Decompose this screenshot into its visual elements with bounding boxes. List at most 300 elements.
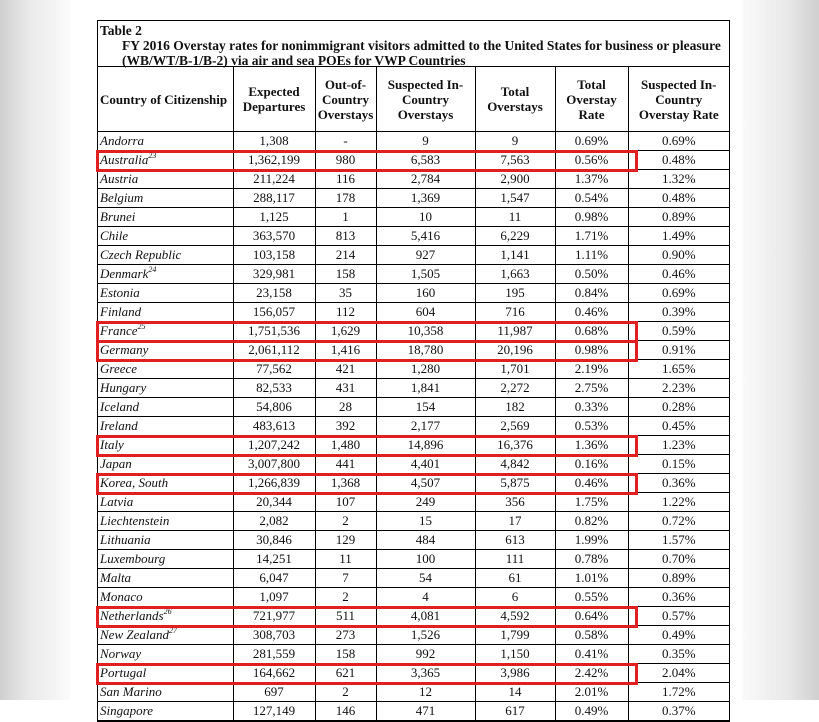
table-row — [98, 132, 729, 151]
country-cell — [98, 322, 233, 341]
total-rate-cell: 0.50% — [555, 265, 628, 284]
in-country-rate-cell: 0.59% — [628, 322, 729, 341]
total-rate-cell: 2.19% — [555, 360, 628, 379]
expected-departures-cell: 308,703 — [233, 626, 315, 645]
in-country-cell: 10,358 — [376, 322, 475, 341]
header-expected-departures: Expected Departures — [233, 67, 315, 132]
in-country-cell: 4 — [376, 588, 475, 607]
country-name: Austria — [100, 171, 139, 186]
total-overstays-cell: 17 — [475, 512, 555, 531]
total-overstays-cell: 14 — [475, 683, 555, 702]
expected-departures-cell: 1,751,536 — [233, 322, 315, 341]
total-overstays-cell: 4,592 — [475, 607, 555, 626]
expected-departures-cell: 3,007,800 — [233, 455, 315, 474]
document-page — [86, 0, 742, 718]
country-cell — [98, 436, 233, 455]
in-country-rate-cell: 0.89% — [628, 569, 729, 588]
in-country-rate-cell: 1.57% — [628, 531, 729, 550]
in-country-cell: 927 — [376, 246, 475, 265]
table-row — [98, 607, 729, 626]
country-cell — [98, 189, 233, 208]
country-cell — [98, 246, 233, 265]
total-overstays-cell: 1,150 — [475, 645, 555, 664]
country-name: Brunei — [100, 209, 136, 224]
country-name: Australia — [100, 152, 149, 167]
in-country-cell: 992 — [376, 645, 475, 664]
country-cell — [98, 227, 233, 246]
total-overstays-cell: 3,986 — [475, 664, 555, 683]
footnote-ref[interactable]: 26 — [163, 606, 172, 616]
header-suspected-in-country-overstays: Suspected In-Country Overstays — [376, 67, 475, 132]
in-country-rate-cell: 1.32% — [628, 170, 729, 189]
out-of-country-cell: 1,368 — [315, 474, 376, 493]
expected-departures-cell: 1,207,242 — [233, 436, 315, 455]
in-country-cell: 12 — [376, 683, 475, 702]
country-cell — [98, 341, 233, 360]
out-of-country-cell: 129 — [315, 531, 376, 550]
expected-departures-cell: 1,308 — [233, 132, 315, 151]
country-cell — [98, 284, 233, 303]
out-of-country-cell: 107 — [315, 493, 376, 512]
total-overstays-cell: 2,569 — [475, 417, 555, 436]
table-row — [98, 246, 729, 265]
in-country-cell: 484 — [376, 531, 475, 550]
country-cell — [98, 626, 233, 645]
in-country-cell: 54 — [376, 569, 475, 588]
out-of-country-cell: 1,480 — [315, 436, 376, 455]
in-country-rate-cell: 0.70% — [628, 550, 729, 569]
in-country-rate-cell: 0.69% — [628, 132, 729, 151]
country-name: Lithuania — [100, 532, 151, 547]
country-cell — [98, 512, 233, 531]
total-overstays-cell: 2,272 — [475, 379, 555, 398]
total-rate-cell: 0.98% — [555, 341, 628, 360]
total-rate-cell: 0.16% — [555, 455, 628, 474]
in-country-cell: 3,365 — [376, 664, 475, 683]
out-of-country-cell: 2 — [315, 683, 376, 702]
expected-departures-cell: 156,057 — [233, 303, 315, 322]
expected-departures-cell: 1,097 — [233, 588, 315, 607]
country-cell — [98, 493, 233, 512]
in-country-cell: 4,401 — [376, 455, 475, 474]
expected-departures-cell: 1,125 — [233, 208, 315, 227]
table-row — [98, 683, 729, 702]
total-rate-cell: 1.36% — [555, 436, 628, 455]
country-name: Singapore — [100, 703, 153, 718]
country-cell — [98, 683, 233, 702]
in-country-rate-cell: 0.91% — [628, 341, 729, 360]
in-country-cell: 604 — [376, 303, 475, 322]
total-overstays-cell: 617 — [475, 702, 555, 721]
in-country-cell: 2,177 — [376, 417, 475, 436]
in-country-cell: 2,784 — [376, 170, 475, 189]
country-name: Germany — [100, 342, 149, 357]
in-country-rate-cell: 0.15% — [628, 455, 729, 474]
out-of-country-cell: 146 — [315, 702, 376, 721]
table-row — [98, 398, 729, 417]
total-overstays-cell: 61 — [475, 569, 555, 588]
in-country-rate-cell: 0.69% — [628, 284, 729, 303]
total-rate-cell: 0.55% — [555, 588, 628, 607]
table-row — [98, 303, 729, 322]
out-of-country-cell: 1 — [315, 208, 376, 227]
in-country-cell: 1,526 — [376, 626, 475, 645]
country-cell — [98, 398, 233, 417]
country-cell — [98, 417, 233, 436]
total-rate-cell: 1.99% — [555, 531, 628, 550]
total-overstays-cell: 356 — [475, 493, 555, 512]
country-name: France — [100, 323, 138, 338]
out-of-country-cell: 178 — [315, 189, 376, 208]
country-name: Estonia — [100, 285, 140, 300]
country-name: San Marino — [100, 684, 162, 699]
in-country-rate-cell: 0.49% — [628, 626, 729, 645]
total-overstays-cell: 1,799 — [475, 626, 555, 645]
total-rate-cell: 0.58% — [555, 626, 628, 645]
total-overstays-cell: 111 — [475, 550, 555, 569]
table-row — [98, 626, 729, 645]
in-country-rate-cell: 0.37% — [628, 702, 729, 721]
total-rate-cell: 0.98% — [555, 208, 628, 227]
in-country-cell: 154 — [376, 398, 475, 417]
in-country-cell: 100 — [376, 550, 475, 569]
expected-departures-cell: 2,061,112 — [233, 341, 315, 360]
in-country-cell: 1,369 — [376, 189, 475, 208]
page-shadow-right — [739, 0, 819, 700]
expected-departures-cell: 363,570 — [233, 227, 315, 246]
total-rate-cell: 0.49% — [555, 702, 628, 721]
expected-departures-cell: 103,158 — [233, 246, 315, 265]
country-cell — [98, 702, 233, 721]
country-name: Portugal — [100, 665, 147, 680]
in-country-rate-cell: 0.39% — [628, 303, 729, 322]
table-row — [98, 189, 729, 208]
country-cell — [98, 303, 233, 322]
in-country-cell: 471 — [376, 702, 475, 721]
table-row — [98, 417, 729, 436]
in-country-rate-cell: 1.49% — [628, 227, 729, 246]
country-cell — [98, 379, 233, 398]
total-rate-cell: 0.46% — [555, 474, 628, 493]
in-country-rate-cell: 0.36% — [628, 474, 729, 493]
header-total-overstays: Total Overstays — [475, 67, 555, 132]
expected-departures-cell: 483,613 — [233, 417, 315, 436]
table-row — [98, 170, 729, 189]
total-overstays-cell: 1,141 — [475, 246, 555, 265]
in-country-cell: 1,841 — [376, 379, 475, 398]
total-overstays-cell: 195 — [475, 284, 555, 303]
total-rate-cell: 0.69% — [555, 132, 628, 151]
country-cell — [98, 208, 233, 227]
country-name: Belgium — [100, 190, 144, 205]
header-total-overstay-rate: Total Overstay Rate — [555, 67, 628, 132]
country-name: Ireland — [100, 418, 138, 433]
country-name: Czech Republic — [100, 247, 182, 262]
expected-departures-cell: 6,047 — [233, 569, 315, 588]
out-of-country-cell: 980 — [315, 151, 376, 170]
country-cell — [98, 151, 233, 170]
country-name: Malta — [100, 570, 132, 585]
table-row — [98, 360, 729, 379]
total-overstays-cell: 11,987 — [475, 322, 555, 341]
out-of-country-cell: 1,629 — [315, 322, 376, 341]
total-rate-cell: 2.42% — [555, 664, 628, 683]
expected-departures-cell: 30,846 — [233, 531, 315, 550]
total-overstays-cell: 16,376 — [475, 436, 555, 455]
total-overstays-cell: 11 — [475, 208, 555, 227]
out-of-country-cell: 2 — [315, 588, 376, 607]
in-country-rate-cell: 0.28% — [628, 398, 729, 417]
footnote-ref[interactable]: 24 — [148, 264, 157, 274]
country-cell — [98, 550, 233, 569]
expected-departures-cell: 127,149 — [233, 702, 315, 721]
in-country-cell: 4,081 — [376, 607, 475, 626]
out-of-country-cell: 35 — [315, 284, 376, 303]
table-row — [98, 702, 729, 721]
table-row — [98, 322, 729, 341]
country-name: Chile — [100, 228, 129, 243]
in-country-rate-cell: 0.72% — [628, 512, 729, 531]
out-of-country-cell: - — [315, 132, 376, 151]
country-cell — [98, 645, 233, 664]
country-name: New Zealand — [100, 627, 169, 642]
total-rate-cell: 0.68% — [555, 322, 628, 341]
table-row — [98, 436, 729, 455]
total-rate-cell: 1.11% — [555, 246, 628, 265]
total-rate-cell: 0.41% — [555, 645, 628, 664]
expected-departures-cell: 82,533 — [233, 379, 315, 398]
total-overstays-cell: 6 — [475, 588, 555, 607]
table-row — [98, 645, 729, 664]
country-cell — [98, 455, 233, 474]
total-rate-cell: 0.46% — [555, 303, 628, 322]
country-name: Monaco — [100, 589, 143, 604]
out-of-country-cell: 28 — [315, 398, 376, 417]
total-overstays-cell: 1,663 — [475, 265, 555, 284]
table-row — [98, 531, 729, 550]
out-of-country-cell: 431 — [315, 379, 376, 398]
country-name: Greece — [100, 361, 138, 376]
country-name: Liechtenstein — [100, 513, 170, 528]
country-cell — [98, 569, 233, 588]
total-rate-cell: 1.75% — [555, 493, 628, 512]
in-country-rate-cell: 0.45% — [628, 417, 729, 436]
total-overstays-cell: 182 — [475, 398, 555, 417]
total-rate-cell: 0.54% — [555, 189, 628, 208]
in-country-rate-cell: 2.04% — [628, 664, 729, 683]
total-rate-cell: 2.01% — [555, 683, 628, 702]
out-of-country-cell: 158 — [315, 265, 376, 284]
in-country-rate-cell: 2.23% — [628, 379, 729, 398]
out-of-country-cell: 813 — [315, 227, 376, 246]
total-rate-cell: 0.84% — [555, 284, 628, 303]
in-country-rate-cell: 1.22% — [628, 493, 729, 512]
table-row — [98, 151, 729, 170]
total-overstays-cell: 20,196 — [475, 341, 555, 360]
overstay-table — [97, 20, 730, 722]
out-of-country-cell: 116 — [315, 170, 376, 189]
expected-departures-cell: 54,806 — [233, 398, 315, 417]
table-body — [98, 132, 729, 721]
total-rate-cell: 0.82% — [555, 512, 628, 531]
in-country-cell: 9 — [376, 132, 475, 151]
total-rate-cell: 1.01% — [555, 569, 628, 588]
total-rate-cell: 1.37% — [555, 170, 628, 189]
expected-departures-cell: 329,981 — [233, 265, 315, 284]
expected-departures-cell: 20,344 — [233, 493, 315, 512]
table-row — [98, 474, 729, 493]
country-cell — [98, 607, 233, 626]
country-name: Netherlands — [100, 608, 164, 623]
header-out-of-country-overstays: Out-of-Country Overstays — [315, 67, 376, 132]
table-caption — [98, 21, 729, 67]
table-row — [98, 265, 729, 284]
in-country-cell: 1,505 — [376, 265, 475, 284]
total-overstays-cell: 716 — [475, 303, 555, 322]
in-country-cell: 6,583 — [376, 151, 475, 170]
country-name: Italy — [100, 437, 124, 452]
total-rate-cell: 2.75% — [555, 379, 628, 398]
expected-departures-cell: 77,562 — [233, 360, 315, 379]
out-of-country-cell: 11 — [315, 550, 376, 569]
table-row — [98, 284, 729, 303]
footnote-ref[interactable]: 27 — [168, 625, 177, 635]
expected-departures-cell: 14,251 — [233, 550, 315, 569]
total-rate-cell: 0.33% — [555, 398, 628, 417]
table-row — [98, 664, 729, 683]
table-row — [98, 493, 729, 512]
in-country-rate-cell: 0.90% — [628, 246, 729, 265]
footnote-ref[interactable]: 23 — [148, 150, 157, 160]
country-cell — [98, 531, 233, 550]
total-overstays-cell: 5,875 — [475, 474, 555, 493]
in-country-rate-cell: 0.89% — [628, 208, 729, 227]
in-country-cell: 4,507 — [376, 474, 475, 493]
country-name: Luxembourg — [100, 551, 166, 566]
table-row — [98, 208, 729, 227]
total-overstays-cell: 4,842 — [475, 455, 555, 474]
table-row — [98, 512, 729, 531]
in-country-rate-cell: 0.57% — [628, 607, 729, 626]
in-country-cell: 5,416 — [376, 227, 475, 246]
in-country-cell: 10 — [376, 208, 475, 227]
header-country: Country of Citizenship — [98, 67, 233, 132]
country-name: Korea, South — [100, 475, 169, 490]
table-row — [98, 379, 729, 398]
total-overstays-cell: 613 — [475, 531, 555, 550]
table-row — [98, 569, 729, 588]
out-of-country-cell: 158 — [315, 645, 376, 664]
total-rate-cell: 0.78% — [555, 550, 628, 569]
country-cell — [98, 664, 233, 683]
total-overstays-cell: 6,229 — [475, 227, 555, 246]
footnote-ref[interactable]: 25 — [137, 321, 146, 331]
in-country-cell: 15 — [376, 512, 475, 531]
total-rate-cell: 1.71% — [555, 227, 628, 246]
out-of-country-cell: 7 — [315, 569, 376, 588]
out-of-country-cell: 621 — [315, 664, 376, 683]
country-name: Andorra — [100, 133, 145, 148]
out-of-country-cell: 421 — [315, 360, 376, 379]
country-cell — [98, 588, 233, 607]
expected-departures-cell: 1,266,839 — [233, 474, 315, 493]
country-name: Iceland — [100, 399, 139, 414]
expected-departures-cell: 23,158 — [233, 284, 315, 303]
country-cell — [98, 265, 233, 284]
out-of-country-cell: 273 — [315, 626, 376, 645]
table-row — [98, 227, 729, 246]
out-of-country-cell: 2 — [315, 512, 376, 531]
expected-departures-cell: 2,082 — [233, 512, 315, 531]
country-name: Norway — [100, 646, 142, 661]
country-name: Latvia — [100, 494, 134, 509]
expected-departures-cell: 1,362,199 — [233, 151, 315, 170]
country-cell — [98, 170, 233, 189]
country-name: Finland — [100, 304, 142, 319]
table-row — [98, 588, 729, 607]
in-country-rate-cell: 1.65% — [628, 360, 729, 379]
country-name: Hungary — [100, 380, 147, 395]
out-of-country-cell: 1,416 — [315, 341, 376, 360]
table-title: FY 2016 Overstay rates for nonimmigrant visitors admitted to the United States for business or pleasure (WB/WT/B-1/B-2) via air and sea POEs for VWP Countries — [122, 38, 721, 68]
total-rate-cell: 0.64% — [555, 607, 628, 626]
page-shadow-left — [0, 0, 70, 700]
country-cell — [98, 360, 233, 379]
country-cell — [98, 132, 233, 151]
data-table — [98, 67, 729, 721]
in-country-cell: 1,280 — [376, 360, 475, 379]
table-row — [98, 341, 729, 360]
expected-departures-cell: 697 — [233, 683, 315, 702]
out-of-country-cell: 112 — [315, 303, 376, 322]
in-country-rate-cell: 0.48% — [628, 151, 729, 170]
header-suspected-in-country-overstay-rate: Suspected In-Country Overstay Rate — [628, 67, 729, 132]
in-country-rate-cell: 1.72% — [628, 683, 729, 702]
in-country-cell: 14,896 — [376, 436, 475, 455]
out-of-country-cell: 392 — [315, 417, 376, 436]
out-of-country-cell: 441 — [315, 455, 376, 474]
total-rate-cell: 0.53% — [555, 417, 628, 436]
country-name: Japan — [100, 456, 132, 471]
expected-departures-cell: 281,559 — [233, 645, 315, 664]
total-overstays-cell: 1,547 — [475, 189, 555, 208]
out-of-country-cell: 214 — [315, 246, 376, 265]
table-row — [98, 455, 729, 474]
country-name: Denmark — [100, 266, 149, 281]
in-country-rate-cell: 0.36% — [628, 588, 729, 607]
total-overstays-cell: 7,563 — [475, 151, 555, 170]
expected-departures-cell: 288,117 — [233, 189, 315, 208]
in-country-rate-cell: 1.23% — [628, 436, 729, 455]
expected-departures-cell: 164,662 — [233, 664, 315, 683]
out-of-country-cell: 511 — [315, 607, 376, 626]
in-country-cell: 160 — [376, 284, 475, 303]
in-country-rate-cell: 0.35% — [628, 645, 729, 664]
in-country-cell: 18,780 — [376, 341, 475, 360]
in-country-rate-cell: 0.46% — [628, 265, 729, 284]
total-rate-cell: 0.56% — [555, 151, 628, 170]
header-row — [98, 67, 729, 132]
table-row — [98, 550, 729, 569]
expected-departures-cell: 721,977 — [233, 607, 315, 626]
table-label: Table 2 — [100, 23, 142, 38]
total-overstays-cell: 9 — [475, 132, 555, 151]
expected-departures-cell: 211,224 — [233, 170, 315, 189]
total-overstays-cell: 1,701 — [475, 360, 555, 379]
total-overstays-cell: 2,900 — [475, 170, 555, 189]
in-country-cell: 249 — [376, 493, 475, 512]
in-country-rate-cell: 0.48% — [628, 189, 729, 208]
